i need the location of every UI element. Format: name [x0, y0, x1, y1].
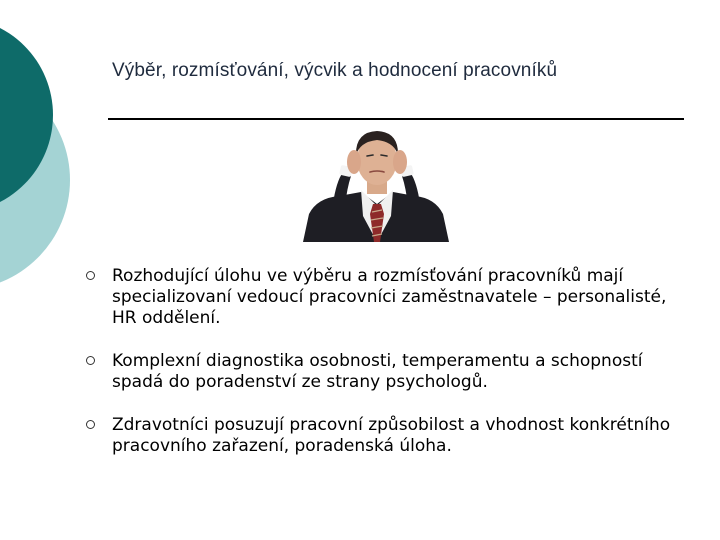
bullet-text: Komplexní diagnostika osobnosti, temperamentu a schopností spadá do poradenství ze strany psychologů. — [112, 351, 643, 392]
bullet-list — [86, 266, 696, 457]
right-hand — [393, 150, 407, 174]
bullet-item — [86, 351, 696, 393]
slide-title: Výběr, rozmísťování, výcvik a hodnocení pracovníků — [112, 60, 558, 81]
title-divider — [108, 118, 684, 120]
decorative-circles — [0, 0, 80, 300]
bullet-text: Rozhodující úlohu ve výběru a rozmísťování pracovníků mají specializovaní vedoucí pracovníci zaměstnavatele – personalisté, HR oddělení. — [112, 266, 667, 328]
circle-bullet-icon — [86, 420, 95, 429]
left-hand — [347, 150, 361, 174]
circle-bullet-icon — [86, 356, 95, 365]
bullet-text: Zdravotníci posuzují pracovní způsobilost a vhodnost konkrétního pracovního zařazení, poradenská úloha. — [112, 415, 671, 456]
bullet-item — [86, 415, 696, 457]
circle-bullet-icon — [86, 271, 95, 280]
bullet-item — [86, 266, 696, 329]
man-covering-ears-image — [303, 126, 450, 242]
